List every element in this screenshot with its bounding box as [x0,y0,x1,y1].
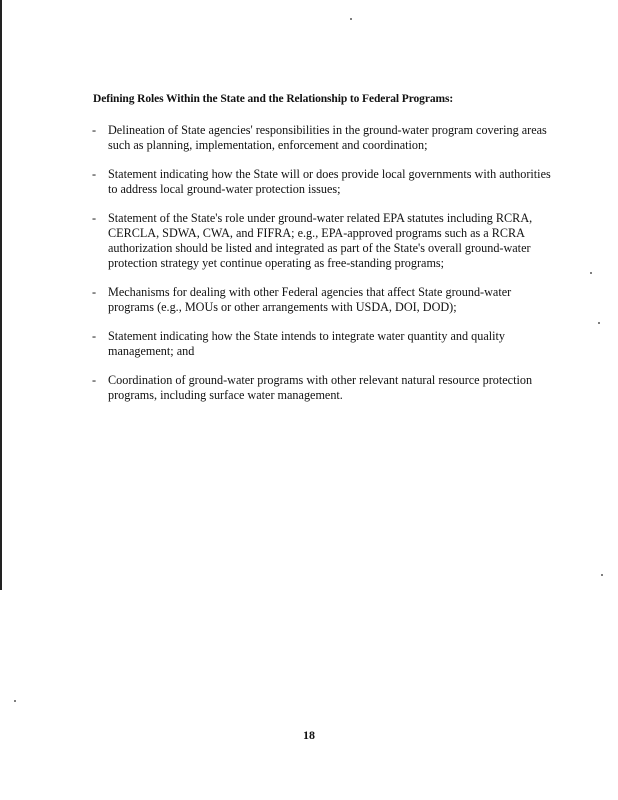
list-item [92,211,552,271]
list-item [92,167,552,197]
list-item-text: Mechanisms for dealing with other Federal agencies that affect State ground-water programs (e.g., MOUs or other arrangements with USDA, DOI, DOD); [108,285,512,314]
list-item-text: Statement indicating how the State intends to integrate water quantity and quality management; and [108,329,506,358]
list-item [92,123,552,153]
section-heading: Defining Roles Within the State and the Relationship to Federal Programs: [93,93,454,105]
bullet-dash: - [92,285,97,299]
bullet-dash: - [92,167,97,181]
list-item [92,285,552,315]
list-item-text: Statement indicating how the State will or does provide local governments with authorities to address local ground-water protection issues; [108,167,551,196]
scan-speck [590,272,592,274]
scan-speck [14,700,16,702]
scan-speck [598,322,600,324]
scan-edge-line [0,0,2,590]
page-number: 18 [303,728,315,742]
bullet-dash: - [92,211,97,225]
bullet-dash: - [92,373,97,387]
scan-speck [601,574,603,576]
list-item-text: Delineation of State agencies' responsibilities in the ground-water program covering areas such as planning, implementation, enforcement and coordination; [108,123,547,152]
bullet-dash: - [92,329,97,343]
scan-speck [350,18,352,20]
list-item [92,329,552,359]
list-item-text: Statement of the State's role under ground-water related EPA statutes including RCRA, CERCLA, SDWA, CWA, and FIFRA; e.g., EPA-approved programs such as a RCRA authorization should be listed and integrated as part of the State's overall ground-water protection strategy yet continue operating as free-standing programs; [108,211,533,270]
bullet-dash: - [92,123,97,137]
list-item-text: Coordination of ground-water programs with other relevant natural resource protection programs, including surface water management. [108,373,533,402]
list-item [92,373,552,403]
requirements-list [92,123,552,417]
